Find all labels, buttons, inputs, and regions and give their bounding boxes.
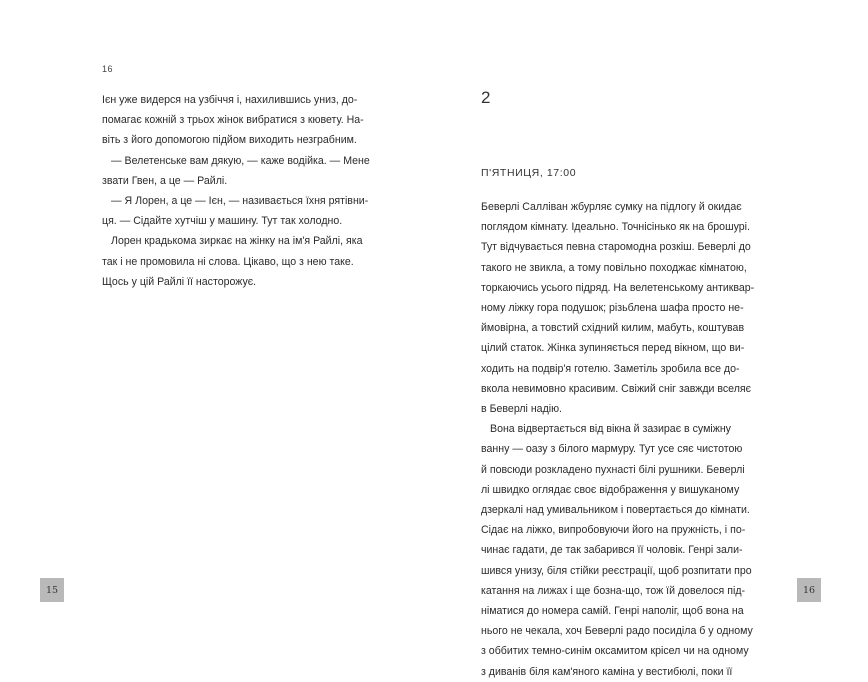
text-line: ванну — оазу з білого мармуру. Тут усе сяє чистотою [481,443,743,456]
text-line: Щось у цій Райлі її насторожує. [102,275,257,288]
text-line: з оббитих темно-синім оксамитом крісел чи на одному [481,645,749,658]
text-line: ця. — Сідайте хутчіш у машину. Тут так холодно. [102,215,343,228]
text-line: так і не промовила ні слова. Цікаво, що з нею таке. [102,255,354,268]
text-line: дзеркалі над умивальником і повертається до кімнати. [481,504,750,517]
chapter-number: 2 [481,88,491,107]
text-line: німатися до номера самій. Генрі наполіг, щоб вона на [481,605,744,618]
text-line: помагає кожній з трьох жінок вибратися з кювету. На- [102,114,364,127]
text-line: Тут відчувається певна старомодна розкіш. Беверлі до [481,241,751,254]
chapter-heading: П'ЯТНИЦЯ, 17:00 [481,167,577,179]
text-line: ходить на подвір'я готелю. Заметіль зробила все до- [481,362,740,375]
text-line: шився унизу, біля стійки реєстрації, щоб розпитати про [481,564,752,577]
text-line: Лорен крадькома зиркає на жінку на ім'я Райлі, яка [111,235,363,248]
text-line: нього не чекала, хоч Беверлі радо посиділа б у одному [481,625,753,638]
page-number-badge-right: 16 [797,578,821,602]
text-line: й повсюди розкладено пухнасті білі рушники. Беверлі [481,463,745,476]
page-number-badge-left: 15 [40,578,64,602]
text-line: в Беверлі надію. [481,403,562,416]
text-line: вкола невимовно красивим. Свіжий сніг завжди вселяє [481,382,752,395]
running-page-number: 16 [102,64,114,74]
text-line: катання на лижах і ще бозна-що, тож їй довелося під- [481,584,746,597]
text-line: Вона відвертається від вікна й зазирає в суміжну [490,423,731,436]
text-line: поглядом кімнату. Ідеально. Точнісінько як на брошурі. [481,221,750,234]
text-line: звати Гвен, а це — Райлі. [102,174,228,187]
text-line: віть з його допомогою підйом виходить незграбним. [102,134,357,147]
right-page-text [481,197,763,682]
text-line: цілий статок. Жінка зупиняється перед вікном, що ви- [481,342,745,355]
text-line: чинає гадати, де так забарився її чоловік. Генрі зали- [481,544,743,557]
text-line: Сідає на ліжко, випробовуючи його на пружність, і по- [481,524,746,537]
text-line: такого не звикла, а тому повільно походжає кімнатою, [481,261,747,274]
text-line: лі швидко оглядає своє відображення у вишуканому [481,483,740,496]
left-page [0,0,434,652]
text-line: з диванів біля кам'яного каміна у вестибюлі, поки її [481,665,733,678]
text-line: ймовірна, а товстий східний килим, мабуть, коштував [481,322,745,335]
left-page-text [102,90,396,292]
text-line: — Велетенське вам дякую, — каже водійка. — Мене [111,154,370,167]
text-line: торкаючись усього підряд. На велетенському антиквар- [481,281,755,294]
text-line: ному ліжку гора подушок; різьблена шафа просто не- [481,302,744,315]
text-line: — Я Лорен, а це — Ієн, — називається їхня рятівни- [111,195,369,208]
text-line: Беверлі Салліван жбурляє сумку на підлогу й окидає [481,201,742,213]
text-line: Ієн уже видерся на узбіччя і, нахилившись униз, до- [102,94,358,106]
